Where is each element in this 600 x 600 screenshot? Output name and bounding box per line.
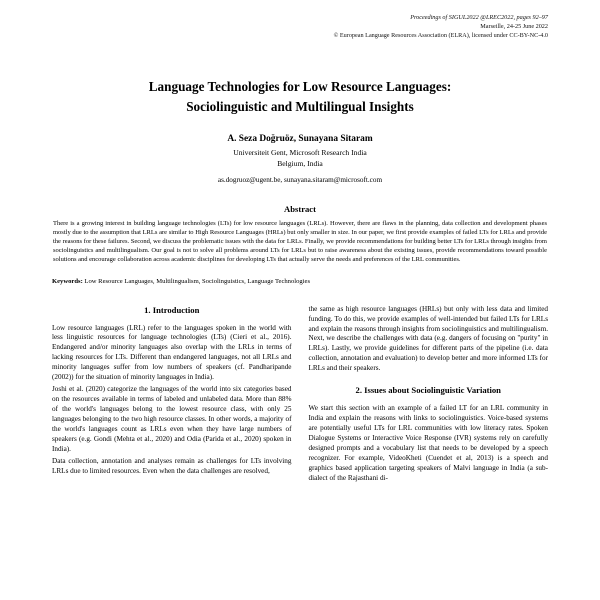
affiliation-line-1: Universiteit Gent, Microsoft Research India (233, 147, 367, 157)
abstract-body: There is a growing interest in building language technologies (LTs) for low resource languages (LRLs). However, there are flaws in the planning, data collection and development phases mostly due to the assumption that LRLs are similar to High Resource Languages (HRLs) but only smaller in size. In our paper, we first provide examples of failed LTs for LRLs and provide the reasons for these failures. Second, we discuss the problematic issues with the data for LRLs. Finally, we provide recommendations for building better LTs for LRLs through insights from sociolinguistics and multilingualism. Our goal is not to solve all problems around LTs for LRLs but to raise awareness about the existing issues, provide recommendations toward possible solutions and encourage collaboration across academic disciplines for developing LTs that actually serve the needs and preferences of the LRL communities. (53, 219, 547, 264)
authors: A. Seza Doğruöz, Sunayana Sitaram (227, 133, 373, 144)
keywords-value: Low Resource Languages, Multilingualism, Sociolinguistics, Language Technologies (82, 277, 311, 285)
paragraph: the same as high resource languages (HRLs) but only with less data and limited funding. To do this, we provide examples of well-intended but failed LTs for LRLs and explain the reasons through insights from sociolinguistics and multilingualism. Next, we describe the challenges with data (e.g. dangers of focusing on "purity" in LRLs). Lastly, we provide guidelines for different parts of the pipeline (i.e. data collection, annotation and evaluation) to develop better and more informed LTs for LRLs and their speakers. (308, 304, 548, 373)
affiliation-line-2: Belgium, India (277, 158, 323, 168)
section-number: 2. (355, 385, 362, 396)
venue-line: Marseille, 24-25 June 2022 (480, 22, 548, 30)
paragraph: Joshi et al. (2020) categorize the languages of the world into six categories based on the resources available in terms of labeled and unlabeled data. More than 88% of the world's languages belong to the lowest resource class, with only 25 languages belonging to the two high resource classes. In other words, a majority of the world's languages count as LRLs even when they have large numbers of speakers (e.g. Gondi (Mehta et al., 2020) and Odia (Parida et al., 2020) spoken in India). (52, 385, 292, 453)
section-heading-introduction (52, 305, 292, 317)
section-title: Introduction (152, 304, 200, 315)
author-emails: as.dogruoz@ugent.be, sunayana.sitaram@microsoft.com (217, 175, 383, 184)
license-line: © European Language Resources Association (ELRA), licensed under CC-BY-NC-4.0 (333, 31, 548, 39)
proceedings-line: Proceedings of SIGUL2022 @LREC2022, pages 92–97 (410, 14, 548, 21)
paragraph: Low resource languages (LRL) refer to the languages spoken in the world with less linguistic resources for language technologies (LTs) (Cieri et al., 2016). Endangered and/or minority languages also overlap with the LRLs in terms of lacking resources for LTs. Different than endangered languages, not all LRLs and minority languages suffer from low numbers of speakers (cf. Pandharipande (2002)) for the situation of minority languages in India). (52, 323, 292, 382)
title-line-1: Language Technologies for Low Resource Languages: (148, 78, 452, 94)
body-columns (52, 305, 548, 486)
keywords (52, 278, 548, 285)
title-line-2: Sociolinguistic and Multilingual Insights (186, 98, 414, 114)
abstract-heading: Abstract (284, 203, 316, 214)
keywords-label: Keywords: (52, 277, 83, 285)
section-heading-sociolinguistic-variation (309, 385, 549, 397)
section-title: Issues about Sociolinguistic Variation (364, 385, 501, 396)
section-number: 1. (144, 304, 151, 315)
paragraph: Data collection, annotation and analyses remain as challenges for LTs involving LRLs due to limited resources. Even when the data challenges are resolved, (52, 456, 292, 475)
paragraph: We start this section with an example of a failed LT for an LRL community in India and explain the reasons with links to sociolinguistics. Voice-based systems are potentially useful LTs for LRL communities with low literacy rates. Spoken Dialogue Systems or Interactive Voice Response (IVR) systems rely on carefully designed prompts and a vocabulary list that needs to be developed by a speech recognizer. For example, VideoKheti (Cuendet et al, 2013) is a speech and graphics based application targeting speakers of Malvi language in India (a sub-dialect of the Rajasthani di- (308, 404, 548, 482)
right-column (309, 305, 549, 486)
proceedings-header (52, 14, 548, 41)
page-title (52, 77, 548, 117)
left-column (52, 305, 292, 486)
affiliation (52, 147, 548, 169)
